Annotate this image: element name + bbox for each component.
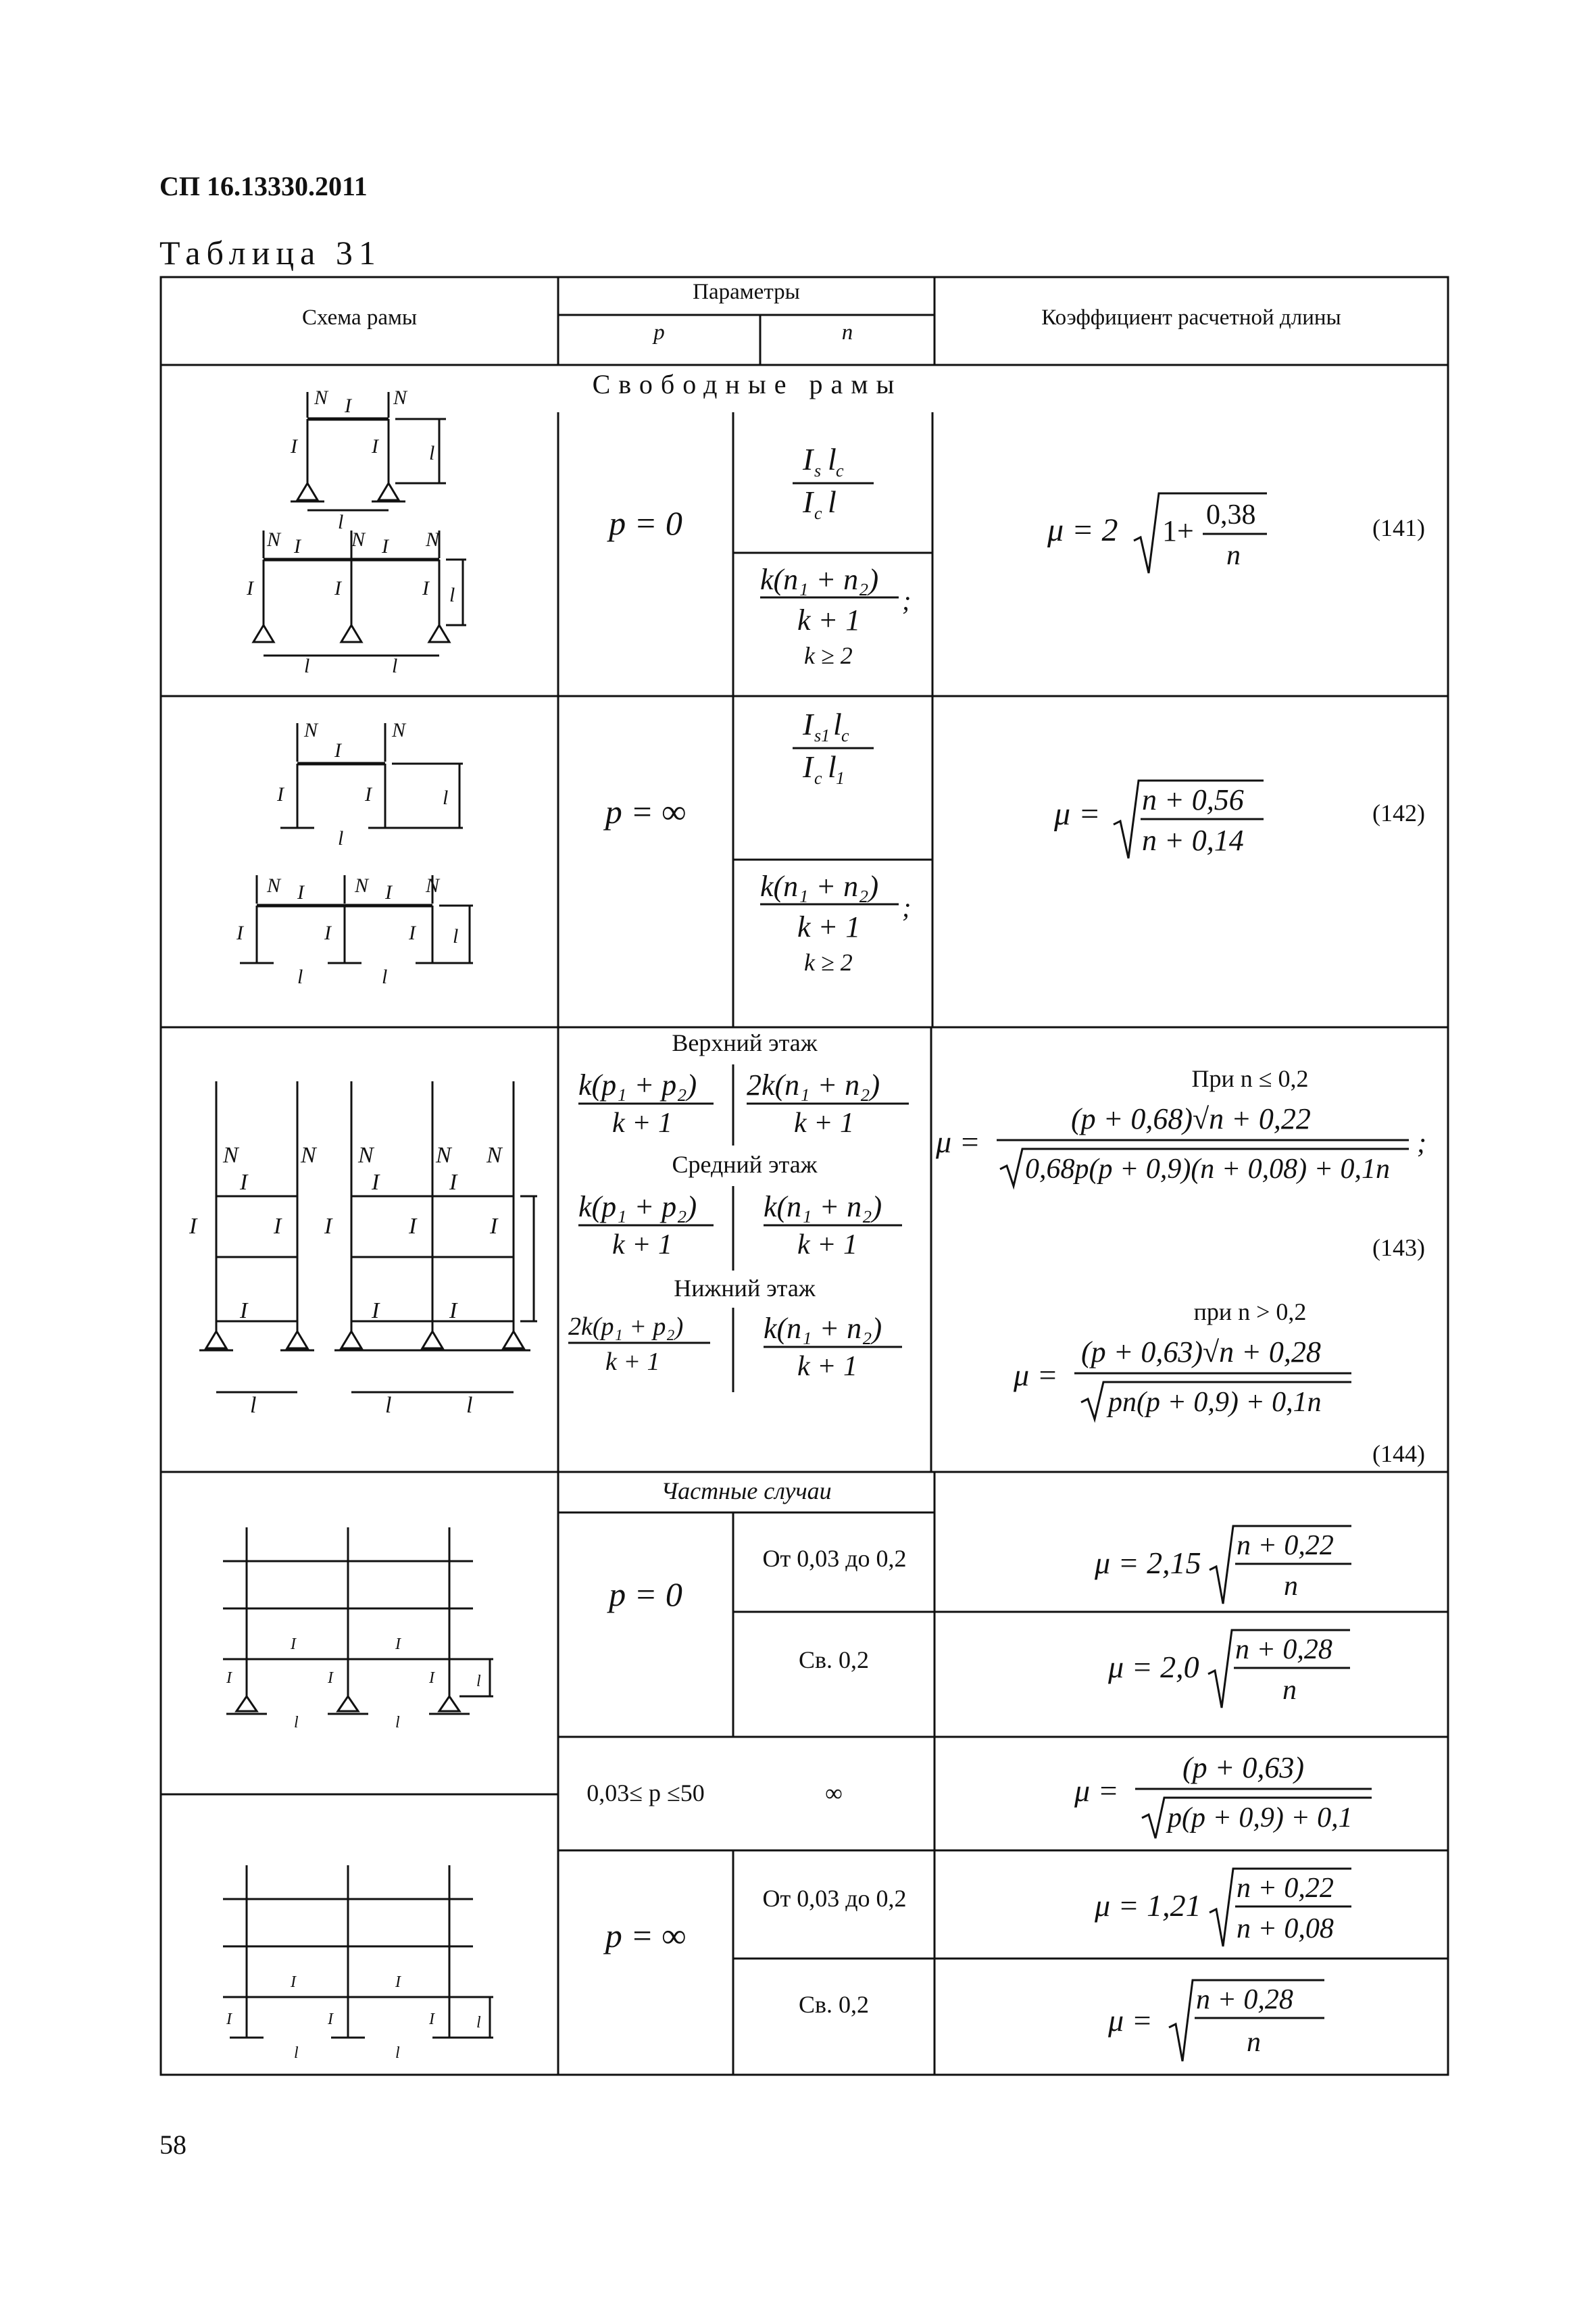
middle-p-fraction (558, 1186, 733, 1260)
svg-text:I: I (449, 1170, 457, 1195)
svg-text:N: N (487, 1143, 502, 1168)
svg-text:n + 0,22: n + 0,22 (1237, 1873, 1334, 1904)
middle-n-fraction (733, 1186, 931, 1260)
cond-n-le-0-2: При n ≤ 0,2 (1191, 1065, 1309, 1092)
middle-storey-label: Средний этаж (672, 1151, 818, 1178)
svg-text:l: l (449, 584, 455, 606)
svg-text:μ =: μ = (1054, 796, 1101, 832)
svg-text:I: I (334, 739, 341, 762)
svg-text:k + 1: k + 1 (797, 604, 861, 637)
svg-text:l: l (385, 1393, 392, 1418)
svg-text:I: I (226, 2011, 232, 2028)
formula-143-svg (936, 1091, 1443, 1193)
svg-text:l: l (827, 485, 837, 519)
svg-text:I: I (409, 922, 416, 944)
svg-text:I: I (372, 1298, 380, 1323)
svg-text:l: l (443, 787, 449, 809)
svg-text:N: N (314, 387, 328, 409)
svg-text:l: l (392, 655, 398, 677)
svg-text:l: l (294, 1714, 299, 1730)
n-formula-fraction (766, 439, 901, 520)
formula-root (1095, 1967, 1365, 2068)
svg-text:l: l (827, 749, 837, 784)
svg-text:l: l (827, 442, 837, 476)
row4-p-zero: p = 0 (609, 1575, 682, 1613)
row4-n-over-c: Св. 0,2 (798, 1991, 869, 2018)
upper-p (558, 1064, 733, 1142)
svg-text:l: l (382, 966, 388, 988)
svg-text:;: ; (1417, 1128, 1426, 1159)
svg-text:I: I (409, 1214, 417, 1239)
svg-text:(p + 0,63)√n + 0,28: (p + 0,63)√n + 0,28 (1081, 1335, 1321, 1369)
svg-text:N: N (392, 719, 406, 741)
svg-text:s1: s1 (814, 726, 830, 745)
svg-text:l: l (297, 966, 303, 988)
svg-text:I: I (385, 881, 392, 904)
svg-text:N: N (358, 1143, 374, 1168)
row4-p-range: 0,03≤ p ≤50 (587, 1779, 705, 1806)
svg-text:I: I (240, 1170, 248, 1195)
row4-n-range-a: От 0,03 до 0,2 (762, 1545, 907, 1572)
svg-text:2k(p₁ + p₂): 2k(p₁ + p₂) (568, 1312, 684, 1341)
formula-1-21 (1081, 1855, 1365, 1953)
svg-text:0,38: 0,38 (1206, 499, 1256, 531)
document-code: СП 16.13330.2011 (159, 171, 368, 201)
lower-p-fraction (558, 1308, 733, 1382)
row2-p-value: p = ∞ (605, 793, 687, 831)
svg-text:k(n₁ + n₂): k(n₁ + n₂) (764, 1190, 882, 1223)
frame-scheme-special-hinged (216, 1527, 514, 1730)
formula-special-mid (1068, 1740, 1405, 1852)
svg-text:c: c (814, 503, 822, 520)
svg-text:N: N (304, 719, 318, 741)
column-header-p: p (653, 320, 665, 345)
svg-text:I: I (324, 922, 331, 944)
svg-text:I: I (274, 1214, 282, 1239)
formula-special-c (1081, 1855, 1365, 1956)
svg-text:(p + 0,68)√n + 0,22: (p + 0,68)√n + 0,22 (1071, 1102, 1311, 1135)
table-caption: Таблица 31 (159, 234, 382, 272)
svg-text:k(n₁ + n₂): k(n₁ + n₂) (764, 1312, 882, 1345)
svg-text:c: c (835, 461, 844, 481)
column-header-n: n (841, 320, 853, 345)
formula-142 (1041, 764, 1297, 872)
svg-text:N: N (267, 528, 281, 551)
svg-text:I: I (334, 577, 341, 599)
svg-text:I: I (291, 1635, 296, 1653)
svg-text:l: l (304, 655, 310, 677)
middle-p (558, 1186, 733, 1264)
lower-storey-label: Нижний этаж (674, 1275, 816, 1302)
svg-text:n: n (1284, 1571, 1298, 1602)
row4-n-range-c: От 0,03 до 0,2 (762, 1885, 907, 1912)
svg-text:k(p₁ + p₂): k(p₁ + p₂) (578, 1068, 697, 1102)
upper-storey-label: Верхний этаж (672, 1029, 818, 1056)
cond-n-gt-0-2: при n > 0,2 (1193, 1298, 1307, 1325)
lower-n-fraction (733, 1308, 931, 1382)
svg-text:I: I (802, 485, 813, 519)
formula-144 (1014, 1325, 1392, 1429)
svg-text:k ≥ 2: k ≥ 2 (804, 642, 853, 669)
svg-text:s: s (814, 461, 821, 481)
upper-p-fraction (558, 1064, 733, 1139)
equation-144: (144) (1372, 1440, 1425, 1467)
svg-text:l: l (476, 1673, 481, 1690)
svg-text:I: I (291, 1973, 296, 1991)
svg-text:I: I (226, 1669, 232, 1687)
svg-text:n + 0,22: n + 0,22 (1237, 1530, 1334, 1561)
svg-text:l: l (338, 511, 344, 533)
svg-text:N: N (223, 1143, 239, 1168)
svg-text:I: I (802, 749, 813, 784)
row4-p-infinity: p = ∞ (605, 1917, 687, 1954)
formula-2-15 (1081, 1512, 1365, 1610)
svg-text:I: I (372, 435, 378, 458)
svg-text:I: I (422, 577, 429, 599)
svg-text:I: I (345, 395, 351, 417)
svg-text:k(n₁ + n₂): k(n₁ + n₂) (760, 563, 879, 596)
formula-p-range (1068, 1740, 1405, 1848)
svg-text:k + 1: k + 1 (605, 1348, 660, 1376)
svg-text:l: l (294, 2044, 299, 2061)
svg-text:l: l (453, 925, 459, 947)
svg-text:I: I (328, 1669, 333, 1687)
svg-text:I: I (395, 1635, 401, 1653)
lower-n (733, 1308, 931, 1385)
svg-text:n + 0,08: n + 0,08 (1237, 1913, 1334, 1944)
equation-141: (141) (1372, 514, 1425, 541)
svg-text:n: n (1282, 1675, 1297, 1706)
svg-text:c: c (814, 768, 822, 785)
svg-text:p(p + 0,9) + 0,1: p(p + 0,9) + 0,1 (1168, 1802, 1353, 1833)
svg-text:c: c (841, 726, 849, 745)
svg-text:pn(p + 0,9) + 0,1n: pn(p + 0,9) + 0,1n (1108, 1387, 1322, 1418)
frame-scheme-fixed-base (230, 706, 487, 1004)
formula-2-0 (1095, 1617, 1365, 1715)
formula-143 (936, 1091, 1443, 1196)
svg-text:n + 0,28: n + 0,28 (1235, 1634, 1332, 1665)
frame-scheme-multistorey (189, 1081, 541, 1419)
row1-p-value: p = 0 (609, 504, 682, 542)
svg-text:μ =: μ = (1014, 1358, 1058, 1392)
svg-text:I: I (294, 535, 301, 558)
row4-n-infinity: ∞ (825, 1779, 843, 1806)
row2-n-top (733, 704, 932, 789)
svg-text:I: I (291, 435, 297, 458)
row2-n-bottom (733, 862, 932, 994)
svg-text:I: I (297, 881, 304, 904)
section-special-cases: Частные случаи (661, 1477, 832, 1504)
lower-p (558, 1308, 733, 1385)
svg-text:1+: 1+ (1162, 514, 1194, 547)
svg-text:l: l (395, 2044, 400, 2061)
svg-text:I: I (328, 2011, 333, 2028)
svg-text:n: n (1226, 540, 1241, 571)
svg-text:k + 1: k + 1 (794, 1108, 854, 1139)
svg-text:k(p₁ + p₂): k(p₁ + p₂) (578, 1190, 697, 1223)
svg-text:(p + 0,63): (p + 0,63) (1182, 1751, 1304, 1784)
column-header-coefficient: Коэффициент расчетной длины (1041, 305, 1341, 330)
svg-text:μ = 1,21: μ = 1,21 (1095, 1888, 1201, 1923)
frame-scheme-single-span-hinged (243, 385, 473, 683)
svg-text:I: I (247, 577, 253, 599)
frame-scheme-special-fixed (216, 1865, 514, 2061)
svg-text:N: N (355, 875, 369, 897)
svg-text:μ =: μ = (1108, 2003, 1153, 2038)
svg-text:k(n₁ + n₂): k(n₁ + n₂) (760, 870, 879, 903)
svg-text:2k(n₁ + n₂): 2k(n₁ + n₂) (747, 1068, 880, 1102)
formula-special-a (1081, 1512, 1365, 1614)
svg-text:N: N (426, 528, 440, 551)
section-free-frames: Свободные рамы (592, 369, 903, 399)
svg-text:I: I (490, 1214, 498, 1239)
svg-text:I: I (240, 1298, 248, 1323)
svg-text:I: I (382, 535, 389, 558)
svg-text:;: ; (902, 892, 912, 922)
svg-text:I: I (802, 707, 813, 741)
upper-n-fraction (733, 1064, 931, 1139)
svg-text:N: N (393, 387, 407, 409)
svg-text:I: I (324, 1214, 332, 1239)
svg-text:0,68p(p + 0,9)(n + 0,08) + 0,1: 0,68p(p + 0,9)(n + 0,08) + 0,1n (1025, 1154, 1390, 1185)
formula-144-svg (1014, 1325, 1392, 1426)
svg-text:I: I (277, 783, 284, 806)
column-header-parameters: Параметры (693, 280, 800, 304)
svg-text:l: l (476, 2014, 481, 2032)
svg-text:l: l (250, 1393, 257, 1418)
svg-text:I: I (429, 1669, 434, 1687)
svg-text:N: N (301, 1143, 316, 1168)
svg-text:N: N (426, 875, 440, 897)
svg-text:I: I (395, 1973, 401, 1991)
svg-text:n + 0,28: n + 0,28 (1196, 1984, 1293, 2015)
svg-text:N: N (351, 528, 366, 551)
column-header-scheme: Схема рамы (301, 305, 418, 330)
svg-text:I: I (189, 1214, 197, 1239)
svg-text:n + 0,56: n + 0,56 (1142, 783, 1244, 816)
svg-text:k + 1: k + 1 (797, 910, 861, 943)
svg-text:l: l (395, 1714, 400, 1730)
svg-text:l: l (466, 1393, 473, 1418)
row2-formula (1041, 764, 1297, 875)
formula-special-b (1095, 1617, 1365, 1718)
n-formula-fraction-2 (766, 704, 901, 785)
svg-text:I: I (429, 2011, 434, 2028)
n-sum-fraction-2 (733, 862, 932, 991)
equation-142: (142) (1372, 799, 1425, 827)
svg-text:I: I (365, 783, 372, 806)
formula-141 (1034, 473, 1304, 581)
svg-text:;: ; (902, 585, 912, 616)
row1-formula (1034, 473, 1304, 585)
svg-text:1: 1 (835, 768, 845, 785)
svg-text:n + 0,14: n + 0,14 (1142, 824, 1244, 857)
row1-n-top (733, 439, 932, 528)
svg-text:l: l (338, 827, 344, 850)
formula-special-d (1095, 1967, 1365, 2071)
svg-text:N: N (267, 875, 281, 897)
svg-text:I: I (236, 922, 243, 944)
svg-text:k + 1: k + 1 (797, 1229, 857, 1260)
middle-n (733, 1186, 931, 1264)
equation-143: (143) (1372, 1234, 1425, 1261)
svg-text:μ =: μ = (936, 1125, 980, 1159)
svg-text:I: I (372, 1170, 380, 1195)
svg-text:μ = 2,15: μ = 2,15 (1095, 1546, 1201, 1580)
svg-text:n: n (1247, 2027, 1261, 2058)
svg-text:l: l (429, 442, 435, 464)
svg-text:μ =: μ = (1074, 1773, 1119, 1808)
svg-text:l: l (832, 707, 842, 741)
svg-text:k + 1: k + 1 (612, 1229, 672, 1260)
svg-text:k ≥ 2: k ≥ 2 (804, 949, 853, 976)
n-sum-fraction (733, 556, 932, 684)
svg-text:μ = 2,0: μ = 2,0 (1108, 1650, 1199, 1684)
upper-n (733, 1064, 931, 1142)
svg-text:I: I (802, 442, 813, 476)
svg-text:N: N (436, 1143, 451, 1168)
page-number: 58 (159, 2130, 186, 2160)
svg-text:k + 1: k + 1 (797, 1351, 857, 1382)
row4-n-over-a: Св. 0,2 (798, 1646, 869, 1673)
svg-text:I: I (449, 1298, 457, 1323)
row1-n-bottom (733, 556, 932, 687)
svg-text:k + 1: k + 1 (612, 1108, 672, 1139)
svg-text:μ = 2: μ = 2 (1047, 512, 1118, 548)
